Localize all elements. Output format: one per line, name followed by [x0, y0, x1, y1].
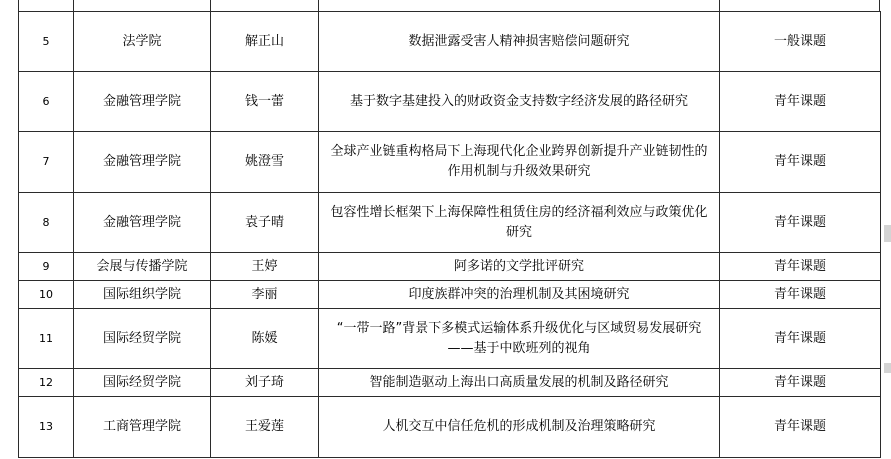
college-cell: 国际组织学院 — [74, 281, 211, 309]
row-number: 6 — [19, 72, 74, 132]
row-number: 12 — [19, 369, 74, 397]
college-cell: 会展与传播学院 — [74, 253, 211, 281]
college-cell: 国际经贸学院 — [74, 309, 211, 369]
type-cell: 青年课题 — [720, 309, 881, 369]
type-cell: 青年课题 — [720, 72, 881, 132]
name-cell: 陈媛 — [211, 309, 319, 369]
college-cell: 金融管理学院 — [74, 72, 211, 132]
topic-cell: 人机交互中信任危机的形成机制及治理策略研究 — [319, 397, 720, 458]
name-cell: 钱一蕾 — [211, 72, 319, 132]
table-row — [19, 253, 881, 281]
college-cell: 工商管理学院 — [74, 397, 211, 458]
row-number: 5 — [19, 12, 74, 72]
college-cell: 法学院 — [74, 12, 211, 72]
table-row — [19, 72, 881, 132]
college-cell: 金融管理学院 — [74, 132, 211, 193]
row-number: 10 — [19, 281, 74, 309]
college-cell: 金融管理学院 — [74, 193, 211, 253]
table-row — [19, 369, 881, 397]
table-row — [19, 132, 881, 193]
name-cell: 刘子琦 — [211, 369, 319, 397]
topic-cell: 阿多诺的文学批评研究 — [319, 253, 720, 281]
project-table — [18, 11, 881, 458]
name-cell: 王爱莲 — [211, 397, 319, 458]
name-cell: 解正山 — [211, 12, 319, 72]
scrollbar-marker — [884, 363, 891, 373]
topic-cell: 基于数字基建投入的财政资金支持数字经济发展的路径研究 — [319, 72, 720, 132]
table-row — [19, 397, 881, 458]
type-cell: 青年课题 — [720, 253, 881, 281]
type-cell: 青年课题 — [720, 132, 881, 193]
scrollbar-marker — [884, 225, 891, 242]
type-cell: 青年课题 — [720, 193, 881, 253]
topic-cell: 印度族群冲突的治理机制及其困境研究 — [319, 281, 720, 309]
name-cell: 姚澄雪 — [211, 132, 319, 193]
topic-cell: 数据泄露受害人精神损害赔偿问题研究 — [319, 12, 720, 72]
type-cell: 青年课题 — [720, 281, 881, 309]
type-cell: 一般课题 — [720, 12, 881, 72]
table-row — [19, 12, 881, 72]
table-row — [19, 281, 881, 309]
topic-cell: 全球产业链重构格局下上海现代化企业跨界创新提升产业链韧性的作用机制与升级效果研究 — [319, 132, 720, 193]
topic-cell: 智能制造驱动上海出口高质量发展的机制及路径研究 — [319, 369, 720, 397]
table-row — [19, 309, 881, 369]
table-top-continuation — [18, 0, 880, 11]
table-row — [19, 193, 881, 253]
name-cell: 袁子晴 — [211, 193, 319, 253]
type-cell: 青年课题 — [720, 397, 881, 458]
row-number: 11 — [19, 309, 74, 369]
type-cell: 青年课题 — [720, 369, 881, 397]
topic-cell: “一带一路”背景下多模式运输体系升级优化与区域贸易发展研究——基于中欧班列的视角 — [319, 309, 720, 369]
topic-cell: 包容性增长框架下上海保障性租赁住房的经济福利效应与政策优化研究 — [319, 193, 720, 253]
row-number: 9 — [19, 253, 74, 281]
row-number: 8 — [19, 193, 74, 253]
row-number: 7 — [19, 132, 74, 193]
name-cell: 王婷 — [211, 253, 319, 281]
college-cell: 国际经贸学院 — [74, 369, 211, 397]
name-cell: 李丽 — [211, 281, 319, 309]
row-number: 13 — [19, 397, 74, 458]
